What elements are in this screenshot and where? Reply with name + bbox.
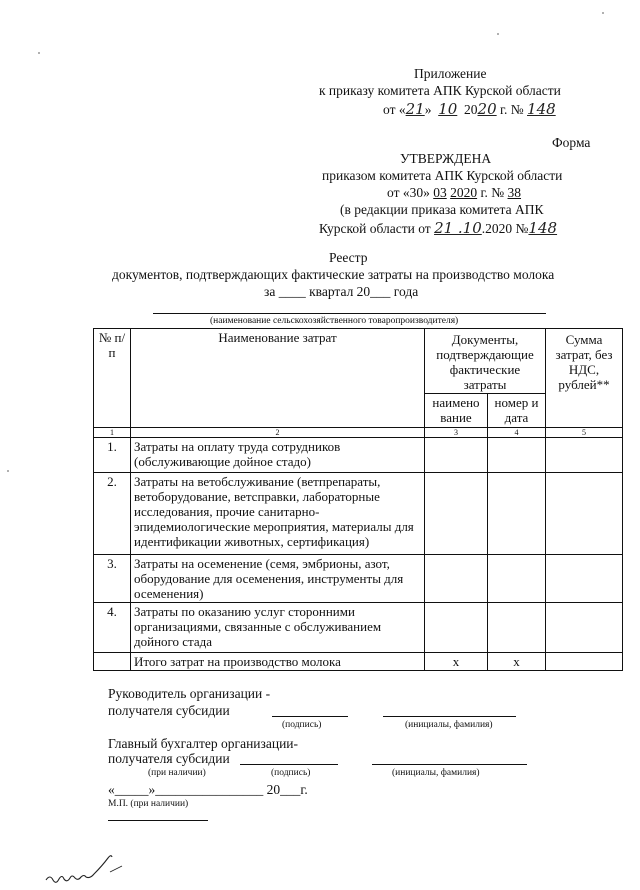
approved-revision-line: (в редакции приказа комитета АПК (340, 202, 544, 217)
header-sum: Сумма затрат, без НДС, рублей** (546, 329, 623, 428)
row-doc-name (425, 438, 488, 473)
appendix-title: Приложение (414, 66, 487, 81)
row-name: Затраты на ветобслуживание (ветпрепараты, ветоборудование, ветсправки, лабораторные исследования, прочие санитарно-эпидемиологические мероприятия, материалы для идентификации животных, сертификация) (131, 473, 425, 555)
form-label: Форма (552, 135, 591, 150)
table-row (94, 438, 623, 473)
producer-caption: (наименование сельскохозяйственного товаропроизводителя) (210, 316, 459, 326)
col-number: 4 (488, 428, 546, 438)
col-number: 3 (425, 428, 488, 438)
row-name: Затраты по оказанию услуг сторонними организациями, связанные с обслуживанием дойного стада (131, 603, 425, 653)
header-doc-name: наимено вание (425, 394, 488, 428)
total-sum (546, 653, 623, 671)
total-label: Итого затрат на производство молока (131, 653, 425, 671)
scan-speck (7, 470, 9, 472)
appendix-date-line: от «21» 10 2020 г. № 148 (383, 100, 556, 118)
accountant-initials-caption: (инициалы, фамилия) (392, 768, 480, 778)
head-signature-label-2: получателя субсидии (108, 703, 230, 718)
signature-date: «_____»________________ 20___г. (108, 782, 308, 797)
row-no: 4. (94, 603, 131, 653)
row-doc-name (425, 603, 488, 653)
producer-name-line (153, 313, 546, 314)
head-sign-caption: (подпись) (282, 720, 322, 730)
header-no: № п/п (94, 329, 131, 428)
head-sign-line (272, 716, 348, 717)
row-doc-name (425, 555, 488, 603)
row-name: Затраты на оплату труда сотрудников (обслуживающие дойное стадо) (131, 438, 425, 473)
row-no: 2. (94, 473, 131, 555)
approved-order-line: приказом комитета АПК Курской области (322, 168, 563, 183)
table-row (94, 555, 623, 603)
row-doc-name (425, 473, 488, 555)
approved-date-line: от «30» 03 2020 г. № 38 (387, 185, 522, 200)
header-name: Наименование затрат (131, 329, 425, 428)
accountant-label-2: получателя субсидии (108, 751, 230, 766)
row-sum (546, 603, 623, 653)
table-row (94, 603, 623, 653)
accountant-sign-caption: (подпись) (271, 768, 311, 778)
column-numbers-row (94, 428, 623, 438)
head-initials-caption: (инициалы, фамилия) (405, 720, 493, 730)
row-doc-num (488, 473, 546, 555)
stamp-label: М.П. (при наличии) (108, 799, 189, 809)
approved-title: УТВЕРЖДЕНА (400, 151, 492, 166)
accountant-if-any: (при наличии) (148, 768, 206, 778)
bottom-line (108, 820, 208, 821)
header-doc-num: номер и дата (488, 394, 546, 428)
appendix-order-line: к приказу комитета АПК Курской области (319, 83, 561, 98)
row-sum (546, 555, 623, 603)
row-no: 3. (94, 555, 131, 603)
row-doc-num (488, 603, 546, 653)
row-doc-num (488, 438, 546, 473)
row-no: 1. (94, 438, 131, 473)
scan-speck (602, 12, 604, 14)
registry-table (93, 328, 623, 671)
registry-subtitle: документов, подтверждающих фактические затраты на производство молока (112, 267, 555, 282)
appendix-number: 148 (527, 100, 556, 118)
registry-title: Реестр (329, 250, 368, 265)
total-doc-num: х (488, 653, 546, 671)
header-docs: Документы, подтверждающие фактические затраты (425, 329, 546, 394)
accountant-label-1: Главный бухгалтер организации- (108, 736, 299, 751)
row-doc-num (488, 555, 546, 603)
accountant-sign-line (240, 764, 338, 765)
table-total-row (94, 653, 623, 671)
table-row (94, 473, 623, 555)
row-name: Затраты на осеменение (семя, эмбрионы, азот, оборудование для осеменения, инструменты для осеменения) (131, 555, 425, 603)
col-number: 1 (94, 428, 131, 438)
registry-period: за ____ квартал 20___ года (264, 284, 419, 299)
table-header-row (94, 329, 623, 394)
accountant-initials-line (372, 764, 527, 765)
handwritten-signature-icon (44, 852, 144, 886)
head-initials-line (383, 716, 516, 717)
appendix-date-day: 21 (405, 100, 425, 118)
scan-speck (38, 52, 40, 54)
scan-speck (497, 33, 499, 35)
head-signature-label-1: Руководитель организации - (108, 686, 271, 701)
col-number: 2 (131, 428, 425, 438)
row-sum (546, 473, 623, 555)
col-number: 5 (546, 428, 623, 438)
approved-revision-date: Курской области от 21 .10.2020 №148 (319, 219, 558, 237)
row-sum (546, 438, 623, 473)
appendix-date-year: 20 (477, 100, 497, 118)
appendix-date-month: 10 (438, 100, 458, 118)
total-doc-name: х (425, 653, 488, 671)
